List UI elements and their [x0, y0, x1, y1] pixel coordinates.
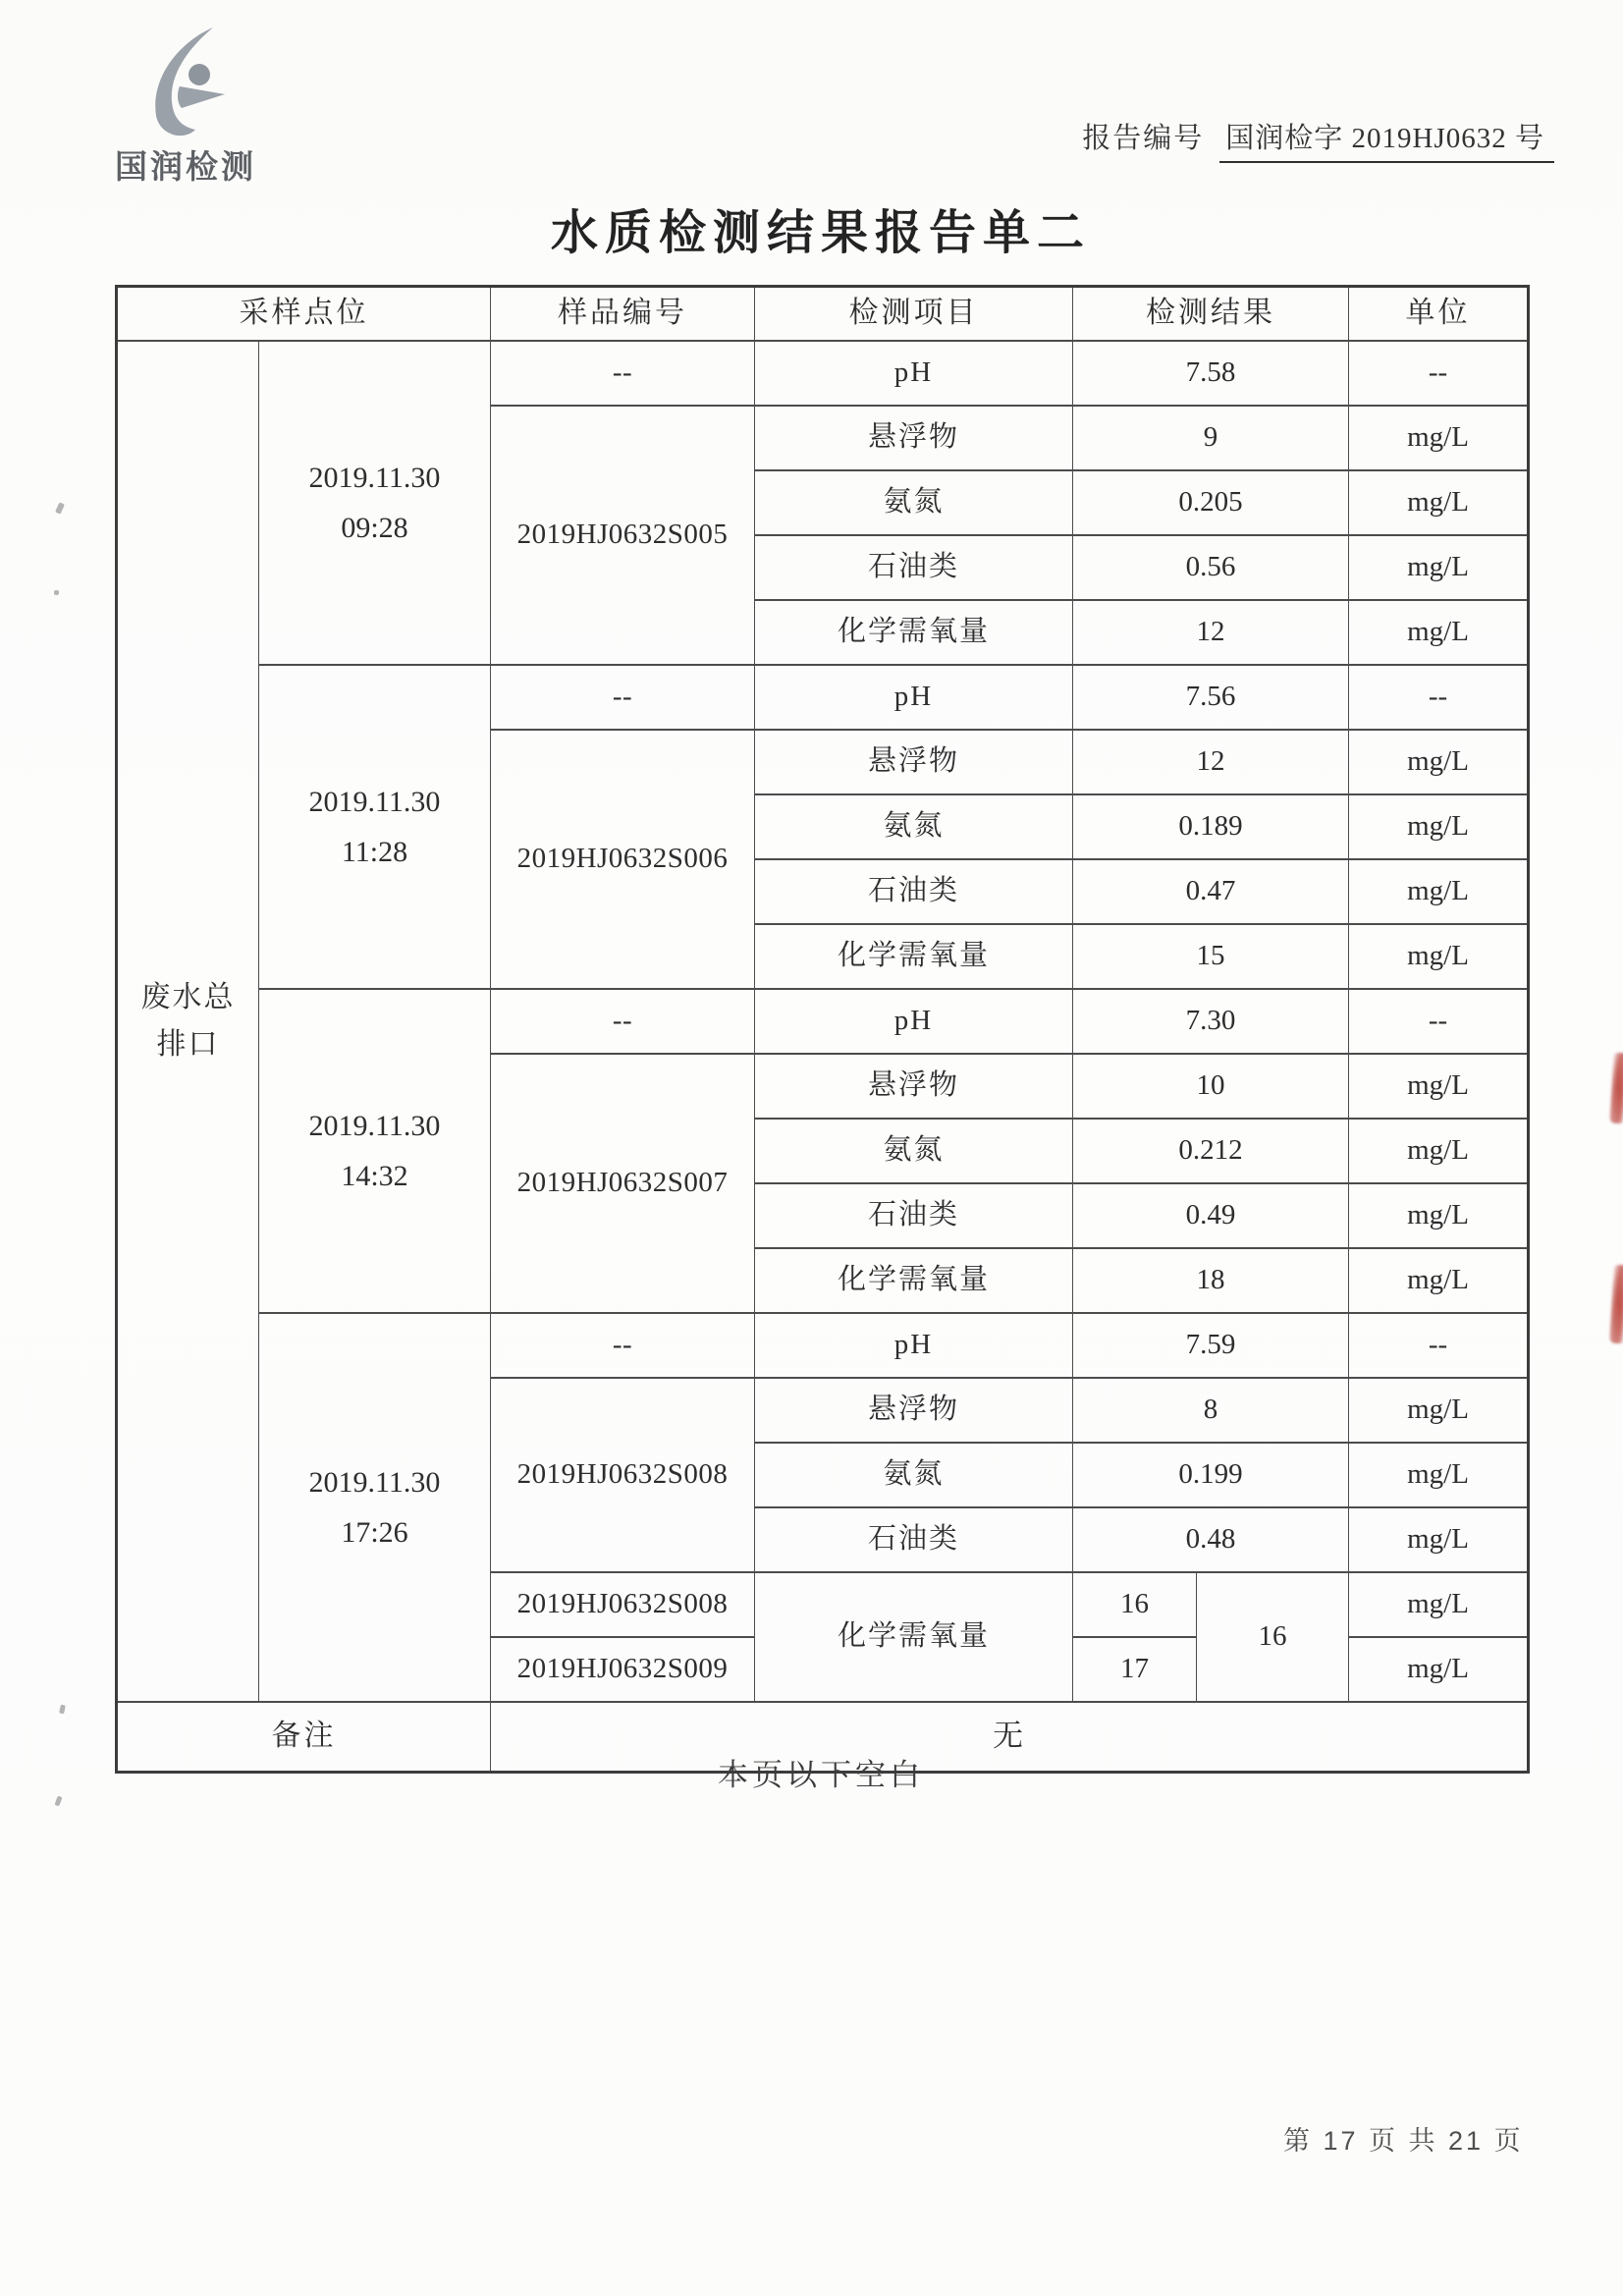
scan-speck: [54, 1795, 62, 1806]
result-cell: 0.189: [1073, 794, 1349, 859]
result-cell: 7.58: [1073, 341, 1349, 406]
table-row: [117, 1313, 1529, 1378]
result-cell: 12: [1073, 600, 1349, 665]
result-cell: 7.30: [1073, 989, 1349, 1054]
result-cell: 0.47: [1073, 859, 1349, 924]
sample-id-cell: --: [491, 341, 755, 406]
sampling-time: 14:32: [341, 1159, 408, 1192]
item-cell: pH: [755, 341, 1073, 406]
sample-id-cell: 2019HJ0632S005: [491, 406, 755, 665]
unit-cell: mg/L: [1349, 535, 1529, 600]
unit-cell: mg/L: [1349, 1378, 1529, 1443]
result-cell: 0.212: [1073, 1119, 1349, 1183]
item-cell: pH: [755, 665, 1073, 730]
unit-cell: --: [1349, 989, 1529, 1054]
item-cell: 化学需氧量: [755, 924, 1073, 989]
unit-cell: mg/L: [1349, 794, 1529, 859]
location-cell: [117, 341, 259, 1702]
item-cell: 石油类: [755, 859, 1073, 924]
location-text: 废水总排口: [140, 980, 236, 1061]
report-number-label: 报告编号: [1082, 123, 1205, 154]
result-cell: 12: [1073, 730, 1349, 794]
scan-speck: [54, 590, 59, 595]
report-number: [1082, 116, 1554, 163]
result-cell: 10: [1073, 1054, 1349, 1119]
remark-label-cell: 备注: [117, 1702, 491, 1773]
table-header-row: [117, 287, 1529, 341]
item-cell: 石油类: [755, 535, 1073, 600]
item-cell: 氨氮: [755, 794, 1073, 859]
item-cell: 氨氮: [755, 470, 1073, 535]
company-logo-icon: [127, 26, 244, 139]
unit-cell: --: [1349, 665, 1529, 730]
item-cell: 石油类: [755, 1183, 1073, 1248]
blank-below-note: 本页以下空白: [718, 1758, 924, 1792]
col-header-sample-id: 样品编号: [491, 287, 755, 341]
result-cell: 0.48: [1073, 1507, 1349, 1572]
item-cell: 化学需氧量: [755, 600, 1073, 665]
unit-cell: mg/L: [1349, 1507, 1529, 1572]
col-header-unit: 单位: [1349, 287, 1529, 341]
item-cell: 氨氮: [755, 1119, 1073, 1183]
page-title: 水质检测结果报告单二: [550, 207, 1091, 259]
result-cell: 16: [1073, 1572, 1197, 1637]
item-cell: 悬浮物: [755, 1054, 1073, 1119]
unit-cell: mg/L: [1349, 730, 1529, 794]
col-header-item: 检测项目: [755, 287, 1073, 341]
unit-cell: mg/L: [1349, 859, 1529, 924]
result-cell: 17: [1073, 1637, 1197, 1702]
sampling-date: 2019.11.30: [308, 1109, 441, 1142]
unit-cell: mg/L: [1349, 600, 1529, 665]
page-number: 第 17 页 共 21 页: [1283, 2126, 1524, 2156]
red-stamp-edge-mark: [1609, 1053, 1623, 1124]
sampling-time: 09:28: [341, 511, 408, 544]
datetime-cell: [259, 1313, 491, 1702]
sampling-date: 2019.11.30: [308, 1465, 441, 1499]
red-stamp-edge-mark: [1609, 1265, 1623, 1344]
sampling-date: 2019.11.30: [308, 461, 441, 494]
sample-id-cell: --: [491, 665, 755, 730]
result-merged-cell: 16: [1197, 1572, 1349, 1702]
result-cell: 7.59: [1073, 1313, 1349, 1378]
item-cell: 悬浮物: [755, 1378, 1073, 1443]
sampling-time: 17:26: [341, 1515, 408, 1549]
unit-cell: mg/L: [1349, 1443, 1529, 1507]
sample-id-cell: 2019HJ0632S006: [491, 730, 755, 989]
company-logo: [102, 26, 269, 188]
result-cell: 0.56: [1073, 535, 1349, 600]
result-cell: 7.56: [1073, 665, 1349, 730]
sampling-time: 11:28: [341, 835, 408, 868]
remark-value-cell: 无: [491, 1702, 1529, 1773]
datetime-cell: [259, 989, 491, 1313]
col-header-result: 检测结果: [1073, 287, 1349, 341]
table-row: [117, 989, 1529, 1054]
datetime-cell: [259, 341, 491, 665]
unit-cell: mg/L: [1349, 1572, 1529, 1637]
unit-cell: --: [1349, 341, 1529, 406]
result-cell: 18: [1073, 1248, 1349, 1313]
result-cell: 9: [1073, 406, 1349, 470]
item-cell: 石油类: [755, 1507, 1073, 1572]
result-cell: 8: [1073, 1378, 1349, 1443]
table-row: [117, 341, 1529, 406]
item-cell: pH: [755, 1313, 1073, 1378]
table-row: [117, 665, 1529, 730]
datetime-cell: [259, 665, 491, 989]
unit-cell: mg/L: [1349, 1054, 1529, 1119]
item-cell: 化学需氧量: [755, 1248, 1073, 1313]
item-cell: 化学需氧量: [755, 1572, 1073, 1702]
sample-id-cell: 2019HJ0632S007: [491, 1054, 755, 1313]
result-cell: 15: [1073, 924, 1349, 989]
unit-cell: --: [1349, 1313, 1529, 1378]
unit-cell: mg/L: [1349, 1637, 1529, 1702]
item-cell: 悬浮物: [755, 730, 1073, 794]
report-number-value: 国润检字 2019HJ0632 号: [1219, 116, 1554, 163]
sample-id-cell: 2019HJ0632S008: [491, 1378, 755, 1572]
scan-speck: [55, 502, 65, 514]
unit-cell: mg/L: [1349, 1248, 1529, 1313]
scan-speck: [59, 1705, 66, 1715]
unit-cell: mg/L: [1349, 406, 1529, 470]
sampling-date: 2019.11.30: [308, 785, 441, 818]
col-header-sampling-point: 采样点位: [117, 287, 491, 341]
unit-cell: mg/L: [1349, 924, 1529, 989]
item-cell: pH: [755, 989, 1073, 1054]
result-cell: 0.205: [1073, 470, 1349, 535]
unit-cell: mg/L: [1349, 470, 1529, 535]
results-table: [115, 285, 1530, 1774]
unit-cell: mg/L: [1349, 1183, 1529, 1248]
sample-id-cell: --: [491, 989, 755, 1054]
item-cell: 氨氮: [755, 1443, 1073, 1507]
unit-cell: mg/L: [1349, 1119, 1529, 1183]
result-cell: 0.199: [1073, 1443, 1349, 1507]
sample-id-cell: --: [491, 1313, 755, 1378]
result-cell: 0.49: [1073, 1183, 1349, 1248]
sample-id-cell: 2019HJ0632S008: [491, 1572, 755, 1637]
company-logo-text: 国润检测: [115, 148, 256, 185]
sample-id-cell: 2019HJ0632S009: [491, 1637, 755, 1702]
item-cell: 悬浮物: [755, 406, 1073, 470]
